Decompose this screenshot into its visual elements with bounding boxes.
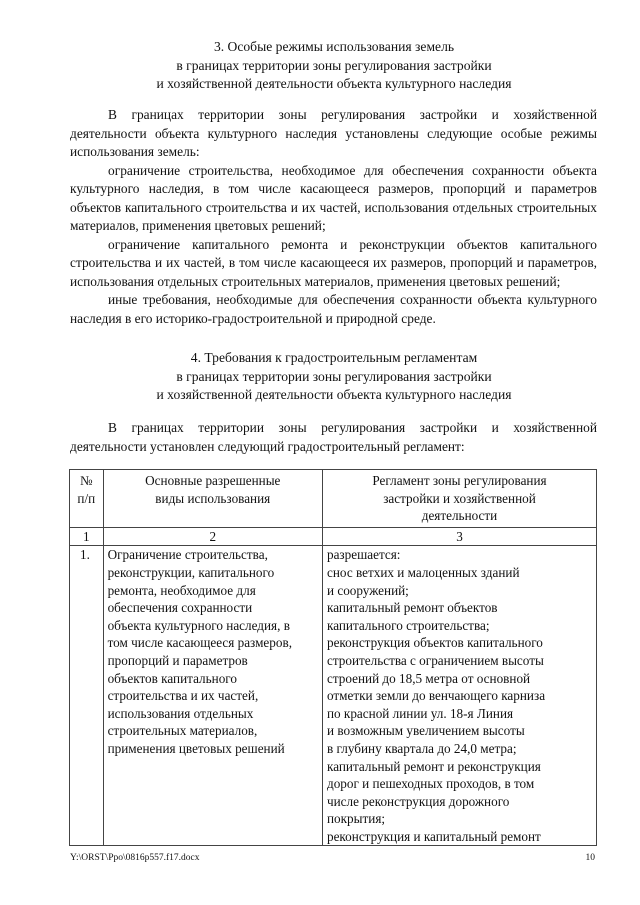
heading-line: 4. Требования к градостроительным регламентам	[190, 350, 478, 365]
cell-line: отметки земли до венчающего карниза	[326, 688, 546, 704]
paragraph: ограничение строительства, необходимое для обеспечения сохранности объекта культурного наследия, в том числе касающееся размеров, пропорций и параметров объектов капитального строительства и их частей, использования отдельных строительных материалов, применения цветовых решений;	[70, 162, 597, 233]
cell-line: капитальный ремонт и реконструкция	[326, 758, 541, 774]
heading-line: и хозяйственной деятельности объекта культурного наследия	[156, 76, 512, 91]
header-text: деятельности	[421, 508, 498, 524]
header-text: Основные разрешенные	[145, 473, 281, 488]
table-header-row	[70, 470, 597, 528]
row-number: 1.	[70, 546, 104, 846]
page-number: 10	[585, 853, 595, 863]
cell-line: числе реконструкция дорожного	[326, 793, 510, 809]
cell-line: объектов капитального	[107, 670, 237, 686]
cell-line: объекта культурного наследия, в	[107, 617, 290, 633]
cell-line: по красной линии ул. 18-я Линия	[326, 705, 514, 721]
cell-line: капитальный ремонт объектов	[326, 600, 498, 616]
paragraph: В границах территории зоны регулирования застройки и хозяйственной деятельности установлен следующий градостроительный регламент:	[70, 420, 597, 454]
column-number: 3	[322, 527, 596, 546]
cell-line: использования отдельных	[107, 705, 254, 721]
regulation-table	[69, 469, 597, 846]
paragraph: В границах территории зоны регулирования застройки и хозяйственной деятельности объекта культурного наследия установлены следующие особые режимы использования земель:	[70, 107, 597, 159]
cell-line: реконструкции, капитального	[107, 564, 275, 580]
column-number: 1	[70, 527, 104, 546]
cell-line: в глубину квартала до 24,0 метра;	[326, 740, 517, 756]
cell-line: пропорций и параметров	[107, 652, 248, 668]
heading-line: 3. Особые режимы использования земель	[213, 39, 455, 54]
header-text: виды использования	[155, 490, 271, 506]
cell-line: разрешается:	[326, 547, 401, 563]
table-row	[70, 546, 597, 846]
cell-line: и возможным увеличением высоты	[326, 723, 525, 739]
header-uses	[103, 470, 322, 528]
cell-line: обеспечения сохранности	[107, 600, 253, 616]
cell-line: применения цветовых решений	[107, 740, 285, 756]
cell-line: реконструкция и капитальный ремонт	[326, 828, 541, 844]
header-text: Регламент зоны регулирования	[372, 473, 547, 488]
cell-line: строительства с ограничением высоты	[326, 652, 544, 668]
section-4-heading	[70, 349, 598, 405]
heading-line: в границах территории зоны регулирования застройки	[176, 368, 492, 384]
paragraph: иные требования, необходимые для обеспечения сохранности объекта культурного наследия в его историко-градостроительной и природной среде.	[70, 292, 597, 326]
column-number: 2	[103, 527, 322, 546]
header-text: п/п	[77, 490, 96, 506]
cell-line: Ограничение строительства,	[107, 547, 268, 563]
heading-line: и хозяйственной деятельности объекта культурного наследия	[156, 387, 512, 402]
cell-line: строительных материалов,	[107, 723, 258, 739]
cell-line: дорог и пешеходных проходов, в том	[326, 776, 535, 792]
header-regulation	[322, 470, 596, 528]
cell-line: строений до 18,5 метра от основной	[326, 670, 531, 686]
column-number-row	[70, 527, 597, 546]
cell-line: том числе касающееся размеров,	[107, 635, 292, 651]
paragraph: ограничение капитального ремонта и реконструкции объектов капитального строительства и их частей, в том числе касающееся их размеров, пропорций и параметров, использования отдельных строительных материалов, применения цветовых решений;	[70, 236, 597, 289]
cell-line: ремонта, необходимое для	[107, 582, 256, 598]
header-text: №	[79, 473, 93, 488]
uses-cell	[103, 546, 322, 846]
cell-line: снос ветхих и малоценных зданий	[326, 564, 520, 580]
cell-line: строительства и их частей,	[107, 688, 259, 704]
section-3-heading	[70, 38, 598, 94]
section-3-body	[70, 106, 597, 328]
header-number	[70, 470, 104, 528]
header-text: застройки и хозяйственной	[383, 490, 536, 506]
regulation-cell	[322, 546, 596, 846]
cell-line: реконструкция объектов капитального	[326, 635, 543, 651]
cell-line: покрытия;	[326, 811, 386, 827]
file-path: Y:\ORST\Ppo\0816p557.f17.docx	[70, 853, 200, 863]
cell-line: и сооружений;	[326, 582, 409, 598]
cell-line: капитального строительства;	[326, 617, 490, 633]
section-4-body	[70, 419, 597, 456]
heading-line: в границах территории зоны регулирования застройки	[176, 57, 492, 73]
